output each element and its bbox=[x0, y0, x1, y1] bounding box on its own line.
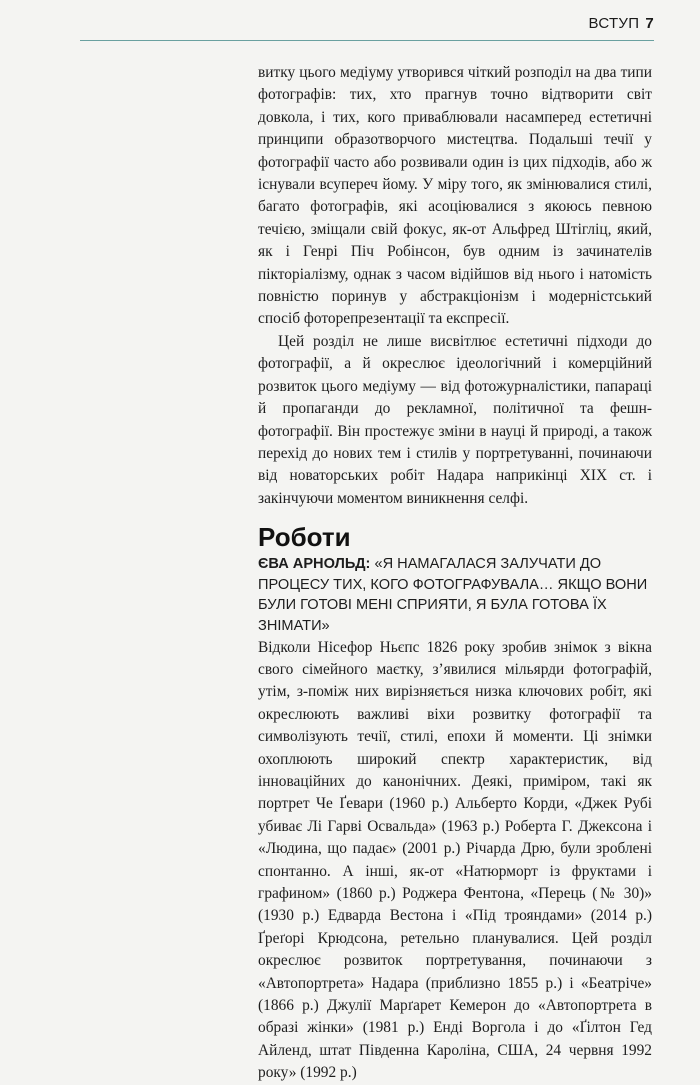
works-heading: Роботи bbox=[258, 522, 351, 553]
epigraph-quote bbox=[258, 554, 652, 636]
quote-author: ЄВА АРНОЛЬД: bbox=[258, 556, 371, 573]
running-header bbox=[80, 10, 654, 41]
page-number: 7 bbox=[645, 15, 654, 32]
works-body-paragraph: Відколи Нісефор Ньєпс 1826 року зробив знімок з вікна свого сімейного маєтку, з’явилися мільярди фотографій, утім, з-поміж них вирізняється низка ключових робіт, які окреслюють важливі віхи розвитку фотографії та символізують течії, стилі, епохи й моменти. Ці знімки охоплюють широкий спектр характеристик, від інноваційних до канонічних. Деякі, приміром, такі як портрет Че Ґевари (1960 р.) Альберто Корди, «Джек Рубі убиває Лі Гарві Освальда» (1963 р.) Роберта Г. Джексона і «Людина, що падає» (2001 р.) Річарда Дрю, були зроблені спонтанно. А інші, як-от «Натюрморт із фруктами і графином» (1860 р.) Роджера Фентона, «Перець (№ 30)» (1930 р.) Едварда Вестона і «Під трояндами» (2014 р.) Ґреґорі Крюдсона, ретельно планувалися. Цей розділ окреслює розвиток портретування, починаючи з «Автопортрета» Надара (приблизно 1855 р.) і «Беатріче» (1866 р.) Джулії Марґарет Кемерон до «Автопортрета в образі жінки» (1981 р.) Енді Воргола і до «Ґілтон Гед Айленд, штат Південна Кароліна, США, 24 червня 1992 року» (1992 р.) bbox=[258, 638, 652, 1082]
section-title: ВСТУП bbox=[588, 15, 640, 32]
intro-paragraph: витку цього медіуму утворився чіткий розподіл на два типи фотографів: тих, хто прагнув точно відтворити світ довкола, і тих, кого приваблювали насамперед естетичні принципи образотворчого мистецтва. Подальші течії у фотографії часто або розвивали один із цих підходів, або ж існували всупереч йому. У міру того, як змінювалися стилі, багато фотографів, які асоціювалися з якоюсь певною течією, зміщали свій фокус, як-от Альфред Штігліц, який, як і Генрі Піч Робінсон, був одним із зачинателів пікторіалізму, однак з часом відійшов від нього і натомість повністю поринув у абстракціонізм і модерністський спосіб фоторепрезентації та експресії. bbox=[258, 64, 652, 328]
main-text-column bbox=[258, 62, 652, 1085]
intro-paragraph: Цей розділ не лише висвітлює естетичні підходи до фотографії, а й окреслює ідеологічний і комерційний розвиток цього медіуму — від фотожурналістики, папараці й пропаганди до рекламної, політичної та фешн-фотографії. Він простежує зміни в науці й природі, а також перехід до нових тем і стилів у портретуванні, починаючи від новаторських робіт Надара наприкінці XIX ст. і закінчуючи моментом виникнення селфі. bbox=[258, 332, 652, 507]
quote-text: «Я НАМАГАЛАСЯ ЗАЛУЧАТИ ДО ПРОЦЕСУ ТИХ, КОГО ФОТОГРАФУВАЛА… ЯКЩО ВОНИ БУЛИ ГОТОВІ МЕНІ СПРИЯТИ, Я БУЛА ГОТОВА ЇХ ЗНІМАТИ» bbox=[258, 556, 648, 634]
header-title bbox=[589, 15, 654, 32]
